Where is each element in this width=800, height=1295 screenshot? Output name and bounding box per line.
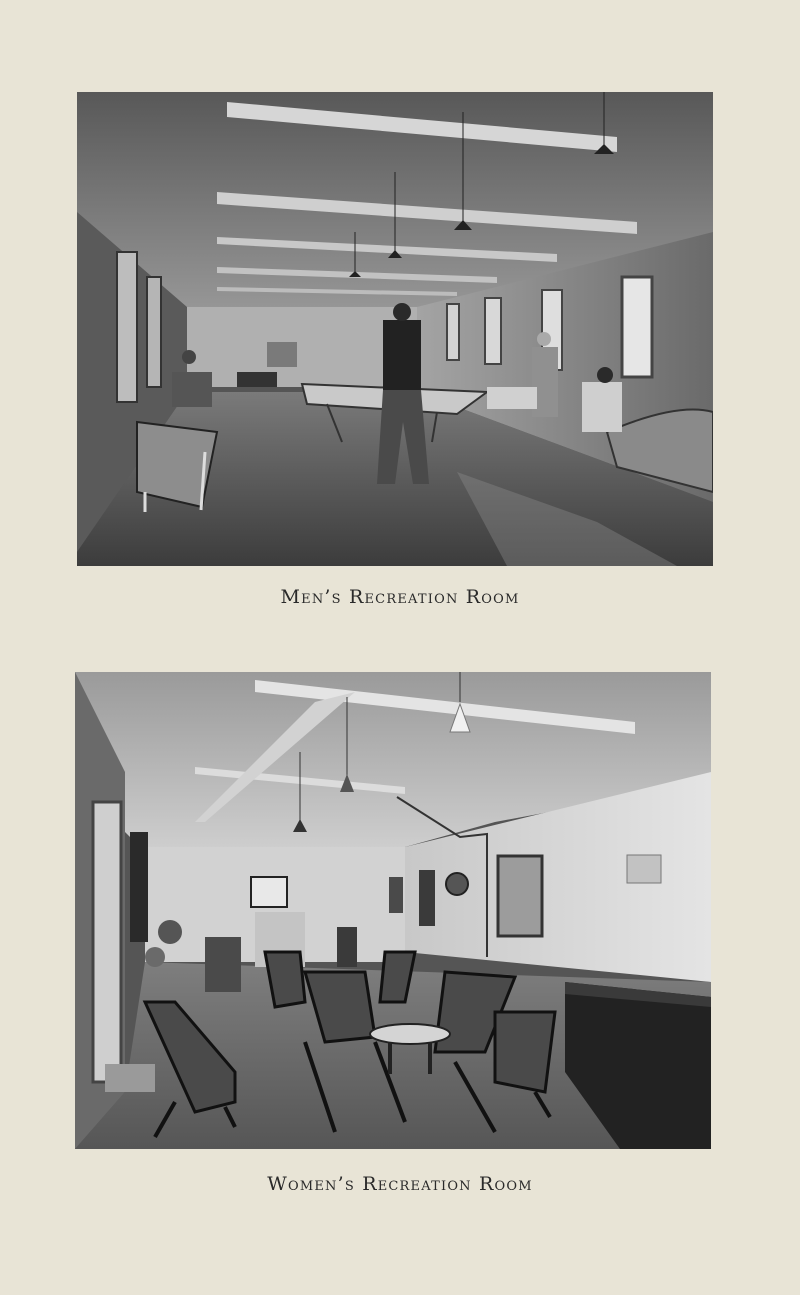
caption-womens-recreation-room: Women’s Recreation Room <box>267 1173 533 1195</box>
photo-mens-recreation-room <box>77 92 713 566</box>
caption-mens-recreation-room: Men’s Recreation Room <box>280 586 520 608</box>
womens-room-photo-drawing <box>75 672 711 1149</box>
mens-room-photo-drawing <box>77 92 713 566</box>
photo-womens-recreation-room <box>75 672 711 1149</box>
